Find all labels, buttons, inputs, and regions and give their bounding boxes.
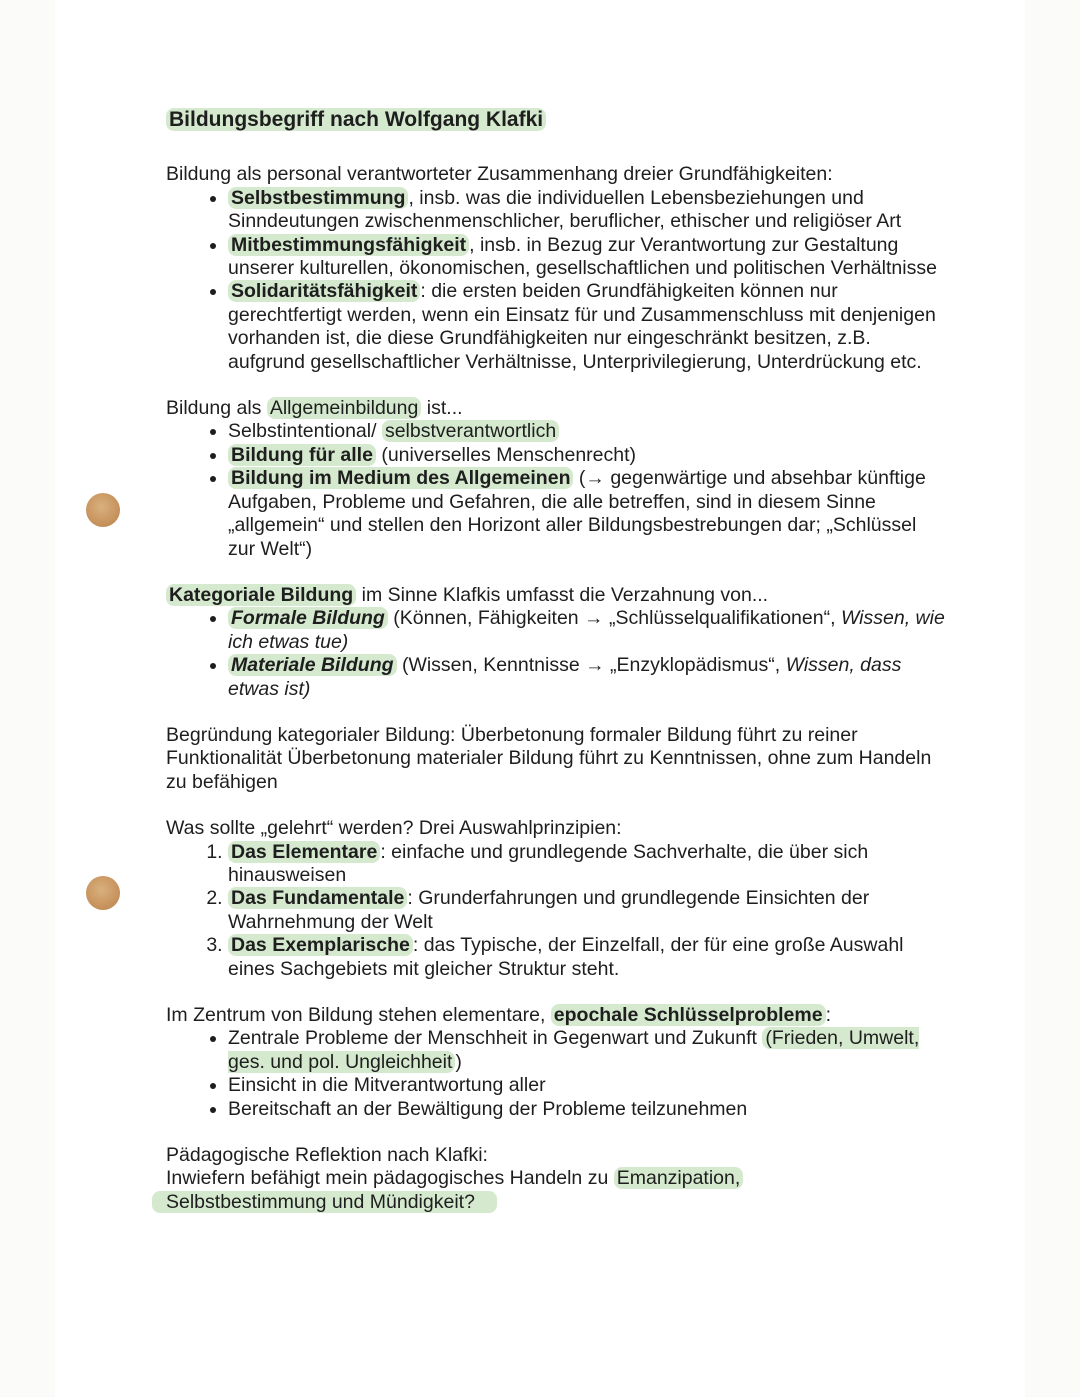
- section-auswahlprinzipien: [166, 817, 946, 981]
- list-item: • Einsicht in die Mitverantwortung aller: [228, 1074, 946, 1097]
- list-item: • Selbstintentional/ selbstverantwortlich: [228, 420, 946, 443]
- section-intro: Bildung als Allgemeinbildung ist...: [166, 397, 463, 420]
- list-item: 3. Das Exemplarische : das Typische, der Einzelfall, der für eine große Auswahl eines Sachgebiets mit gleicher Struktur steht.: [228, 934, 946, 981]
- list-item: • Bildung für alle (universelles Menschenrecht): [228, 444, 946, 467]
- list-item: • Zentrale Probleme der Menschheit in Gegenwart und Zukunft (Frieden, Umwelt, ges. und pol. Ungleichheit ): [228, 1027, 946, 1074]
- list-item: • Bereitschaft an der Bewältigung der Probleme teilzunehmen: [228, 1098, 946, 1121]
- document-body: [166, 108, 946, 1237]
- section-begruendung: [166, 724, 946, 794]
- punch-hole-top: [86, 493, 120, 527]
- section-intro: Was sollte „gelehrt“ werden? Drei Auswahlprinzipien:: [166, 817, 622, 840]
- punch-hole-bottom: [86, 876, 120, 910]
- list-item: • Formale Bildung (Können, Fähigkeiten → „Schlüsselqualifikationen“, Wissen, wie ich etwas tue): [228, 607, 946, 654]
- section-intro: Im Zentrum von Bildung stehen elementare, epochale Schlüsselprobleme :: [166, 1004, 831, 1026]
- list-item: • Mitbestimmungsfähigkeit , insb. in Bezug zur Verantwortung zur Gestaltung unserer kulturellen, ökonomischen, gesellschaftlichen und politischen Verhältnisse: [228, 234, 946, 281]
- paragraph: Pädagogische Reflektion nach Klafki:: [166, 1144, 488, 1167]
- bullet-list: [166, 1027, 946, 1121]
- list-item: • Bildung im Medium des Allgemeinen (→ gegenwärtige und absehbar künftige Aufgaben, Probleme und Gefahren, die alle betreffen, sind in diesem Sinne „allgemein“ und stellen den Horizont aller Bildungsbestrebungen dar; „Schlüssel zur Welt“): [228, 467, 946, 561]
- paragraph: Inwiefern befähigt mein pädagogisches Handeln zu Emanzipation,: [166, 1167, 946, 1190]
- section-intro: Kategoriale Bildung im Sinne Klafkis umfasst die Verzahnung von...: [166, 584, 946, 607]
- document-title: Bildungsbegriff nach Wolfgang Klafki: [166, 108, 946, 131]
- paragraph: Selbstbestimmung und Mündigkeit?: [166, 1191, 946, 1214]
- numbered-list: [166, 841, 946, 981]
- section-allgemeinbildung: [166, 397, 946, 561]
- list-item: 1. Das Elementare : einfache und grundlegende Sachverhalte, die über sich hinausweisen: [228, 841, 946, 888]
- list-item: • Solidaritätsfähigkeit : die ersten beiden Grundfähigkeiten können nur gerechtfertigt werden, wenn ein Einsatz für und Zusammenschluss mit denjenigen vorhanden ist, die diese Grundfähigkeiten nur eingeschränkt besitzen, z.B. aufgrund gesellschaftlicher Verhältnisse, Unterprivilegierung, Unterdrückung etc.: [228, 280, 946, 374]
- paragraph: Begründung kategorialer Bildung: Überbetonung formaler Bildung führt zu reiner Funktionalität Überbetonung materialer Bildung führt zu Kenntnissen, ohne zum Handeln zu befähigen: [166, 723, 932, 793]
- section-kategoriale-bildung: [166, 584, 946, 701]
- list-item: • Selbstbestimmung , insb. was die individuellen Lebensbeziehungen und Sinndeutungen zwischenmenschlicher, beruflicher, ethischer und religiöser Art: [228, 187, 946, 234]
- list-item: • Materiale Bildung (Wissen, Kenntnisse → „Enzyklopädismus“, Wissen, dass etwas ist): [228, 654, 946, 701]
- section-intro: Bildung als personal verantworteter Zusammenhang dreier Grundfähigkeiten:: [166, 163, 833, 186]
- bullet-list: [166, 607, 946, 701]
- bullet-list: [166, 187, 946, 374]
- section-grundfaehigkeiten: [166, 163, 946, 374]
- section-reflektion: [166, 1144, 946, 1214]
- list-item: 2. Das Fundamentale : Grunderfahrungen und grundlegende Einsichten der Wahrnehmung der Welt: [228, 887, 946, 934]
- section-schluesselprobleme: [166, 1004, 946, 1121]
- bullet-list: [166, 420, 946, 560]
